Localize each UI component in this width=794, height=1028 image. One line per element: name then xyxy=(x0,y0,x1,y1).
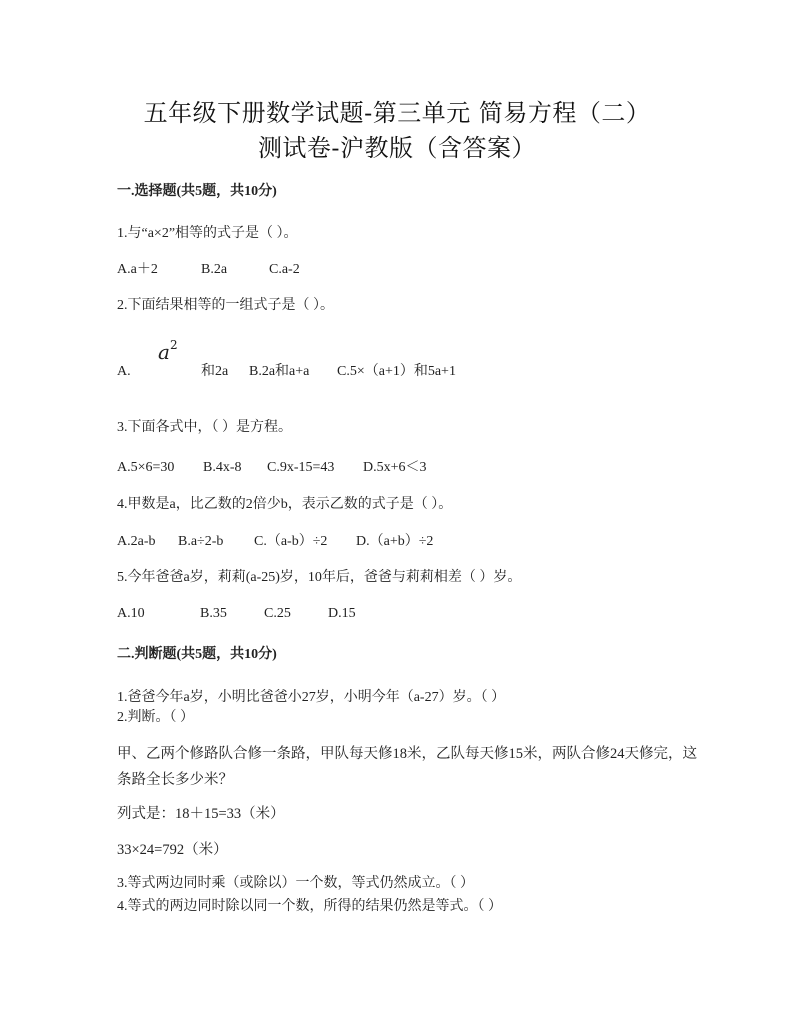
judge-2-problem-text: 甲、乙两个修路队合修一条路，甲队每天修18米，乙队每天修15米，两队合修24天修完，这条路全长多少米？ xyxy=(117,746,697,788)
question-2-options xyxy=(117,362,456,382)
judge-1: 1.爸爸今年a岁，小明比爸爸小27岁，小明今年（a-27）岁。（ ） xyxy=(117,690,506,705)
question-5-stem: 5.今年爸爸a岁，莉莉(a-25)岁，10年后，爸爸与莉莉相差（ ）岁。 xyxy=(117,570,522,585)
q4-option-c: C.（a-b）÷2 xyxy=(254,534,328,549)
question-1-stem: 1.与“a×2”相等的式子是（ ）。 xyxy=(117,226,298,241)
q5-option-d: D.15 xyxy=(328,606,356,621)
judge-3: 3.等式两边同时乘（或除以）一个数，等式仍然成立。（ ） xyxy=(117,876,474,891)
q5-option-c: C.25 xyxy=(264,606,291,621)
q2-option-c: C.5×（a+1）和5a+1 xyxy=(337,364,456,379)
q3-option-c: C.9x-15=43 xyxy=(267,460,335,475)
q1-option-b: B.2a xyxy=(201,262,228,277)
q1-option-a: A.a＋2 xyxy=(117,262,158,277)
q2-option-a-formula xyxy=(158,340,178,364)
q3-option-b: B.4x-8 xyxy=(203,460,242,475)
question-3-options xyxy=(117,458,427,478)
formula-variable: a xyxy=(158,340,170,364)
question-4-stem: 4.甲数是a，比乙数的2倍少b，表示乙数的式子是（ ）。 xyxy=(117,497,453,512)
q2-option-a-suffix: 和2a xyxy=(201,364,229,379)
q2-option-b: B.2a和a+a xyxy=(249,364,310,379)
title-line-1: 五年级下册数学试题-第三单元 简易方程（二） xyxy=(143,99,651,127)
question-4-options xyxy=(117,532,433,552)
q2-option-a-prefix: A. xyxy=(117,364,131,379)
judge-2-calc-line-2: 33×24=792（米） xyxy=(117,842,228,858)
q4-option-a: A.2a-b xyxy=(117,534,156,549)
q4-option-b: B.a÷2-b xyxy=(178,534,224,549)
q4-option-d: D.（a+b）÷2 xyxy=(356,534,434,549)
question-3-stem: 3.下面各式中，（ ）是方程。 xyxy=(117,420,292,435)
q3-option-a: A.5×6=30 xyxy=(117,460,175,475)
judge-4: 4.等式的两边同时除以同一个数，所得的结果仍然是等式。（ ） xyxy=(117,899,502,914)
question-5-options xyxy=(117,604,356,624)
judge-2-calc-line-1: 列式是：18＋15=33（米） xyxy=(117,806,285,822)
question-2-stem: 2.下面结果相等的一组式子是（ ）。 xyxy=(117,298,334,313)
formula-exponent: 2 xyxy=(169,338,178,353)
title-line-2: 测试卷-沪教版（含答案） xyxy=(257,134,537,162)
section-heading-judge: 二.判断题(共5题，共10分) xyxy=(117,647,277,662)
q1-option-c: C.a-2 xyxy=(269,262,300,277)
question-1-options xyxy=(117,260,300,280)
q5-option-b: B.35 xyxy=(200,606,227,621)
section-heading-choice: 一.选择题(共5题，共10分) xyxy=(117,184,277,199)
judge-2: 2.判断。（ ） xyxy=(117,710,194,725)
q5-option-a: A.10 xyxy=(117,606,145,621)
q3-option-d: D.5x+6＜3 xyxy=(363,460,427,475)
